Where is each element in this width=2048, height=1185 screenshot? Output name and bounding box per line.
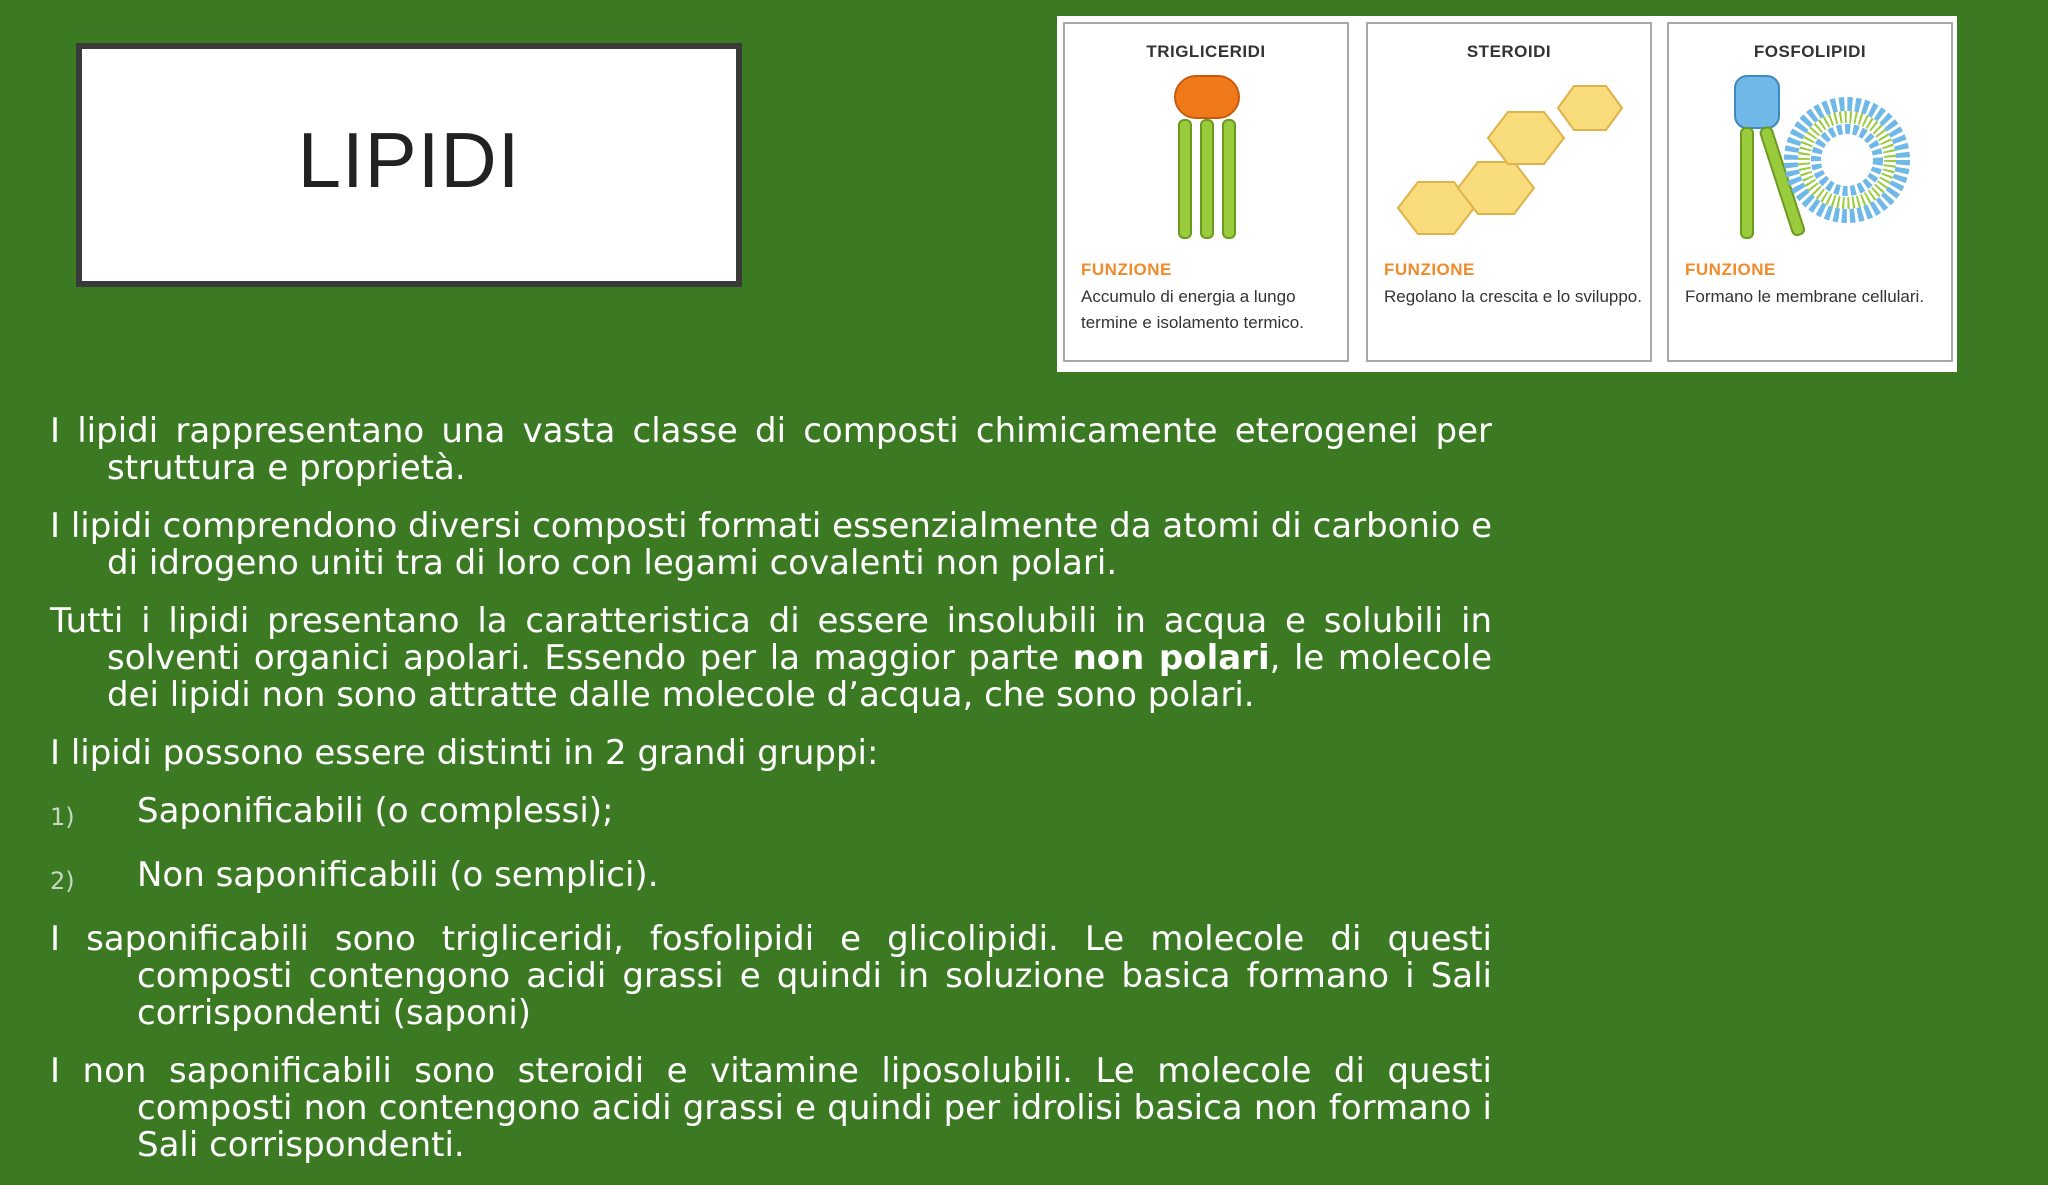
panel-steroidi: [1366, 22, 1652, 362]
function-label: FUNZIONE: [1685, 260, 1776, 279]
function-label: FUNZIONE: [1081, 260, 1172, 279]
list-text: Saponificabili (o complessi);: [137, 791, 614, 831]
steroid-illustration: [1368, 68, 1654, 258]
paragraph-6: I non saponificabili sono steroidi e vitamine liposolubili. Le molecole di questi composti non contengono acidi grassi e quindi per idrolisi basica non formano i Sali corrispondenti.: [50, 1051, 1492, 1165]
function-description: Formano le membrane cellulari.: [1685, 287, 1925, 306]
panel-fosfolipidi: [1667, 22, 1953, 362]
paragraph-2: I lipidi comprendono diversi composti formati essenzialmente da atomi di carbonio e di idrogeno uniti tra di loro con legami covalenti non polari.: [50, 506, 1492, 583]
slide-body: [50, 413, 1492, 1185]
lipid-types-figure: [1057, 16, 1957, 372]
paragraph-1: I lipidi rappresentano una vasta classe di composti chimicamente eterogenei per struttura e proprietà.: [50, 411, 1492, 488]
panel-title: FOSFOLIPIDI: [1753, 42, 1867, 61]
paragraph-4: I lipidi possono essere distinti in 2 grandi gruppi:: [50, 733, 879, 773]
function-label: FUNZIONE: [1384, 260, 1475, 279]
list-number: 2): [50, 867, 75, 895]
phospholipid-illustration: [1669, 68, 1955, 258]
list-item: [50, 857, 1492, 900]
list-number: 1): [50, 803, 75, 831]
panel-title: TRIGLICERIDI: [1146, 42, 1266, 61]
title-box: [76, 43, 742, 287]
function-description: Accumulo di energia a lungo termine e isolamento termico.: [1081, 287, 1304, 332]
paragraph-3-bold: non polari: [1072, 638, 1270, 678]
panel-trigliceridi: [1063, 22, 1349, 362]
paragraph-3-after: , le molecole dei lipidi non sono attratte dalle molecole d’acqua, che sono polari.: [107, 638, 1492, 715]
function-description: Regolano la crescita e lo sviluppo.: [1384, 287, 1642, 306]
paragraph-5: I saponificabili sono trigliceridi, fosfolipidi e glicolipidi. Le molecole di questi composti contengono acidi grassi e quindi in soluzione basica formano i Sali corrispondenti (saponi): [50, 919, 1492, 1033]
list-item: [50, 793, 1492, 836]
paragraph-3: [50, 603, 1492, 714]
slide-title: LIPIDI: [297, 115, 521, 204]
panel-title: STEROIDI: [1466, 42, 1552, 61]
triglyceride-illustration: [1065, 68, 1351, 258]
list-text: Non saponificabili (o semplici).: [137, 855, 659, 895]
paragraph-3-before: Tutti i lipidi presentano la caratteristica di essere insolubili in acqua e solubili in solventi organici apolari. Essendo per la maggior parte: [50, 601, 1492, 678]
